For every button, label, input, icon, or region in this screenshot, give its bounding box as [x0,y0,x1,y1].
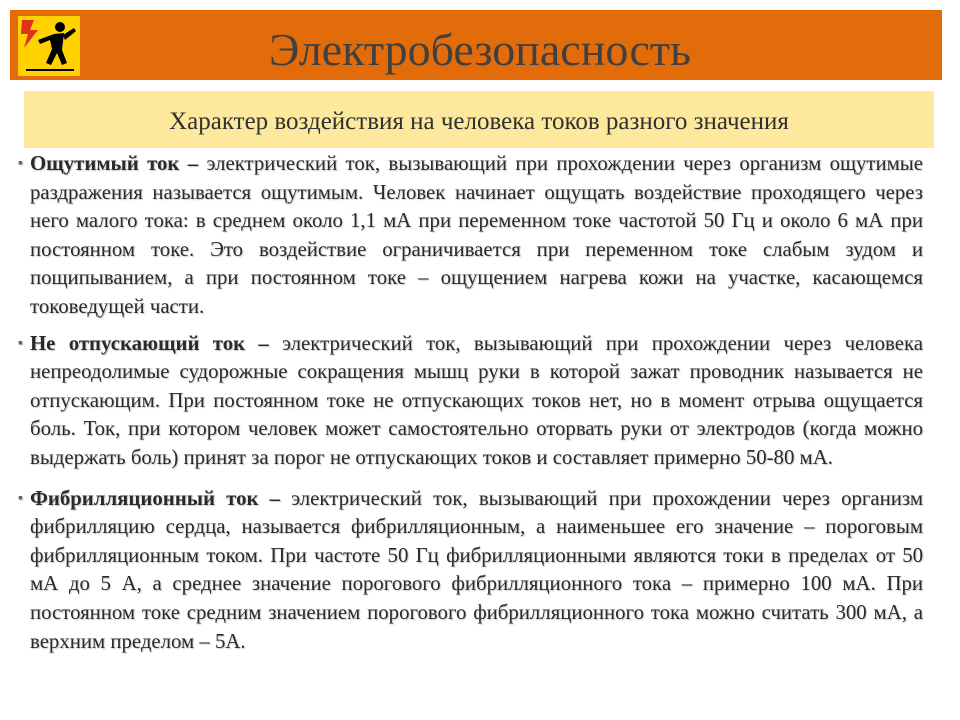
subtitle: Характер воздействия на человека токов разного значения [169,108,789,135]
term-label: Не отпускающий ток – [30,331,269,355]
content-body [18,150,923,656]
bullet-icon: ▪ [18,490,23,506]
paragraph-non-releasing-current [18,330,923,473]
paragraph-text: электрический ток, вызывающий при прохождении через организм ощутимые раздражения называется ощутимым. Человек начинает ощущать воздействие проходящего через него малого тока: в среднем около 1,1 мА при переменном токе частотой 50 Гц и около 6 мА при постоянном токе. Это воздействие ограничивается при переменном токе слабым зудом и пощипыванием, а при постоянном токе – ощущением нагрева кожи на участке, касающемся токоведущей части. [30,152,923,318]
bullet-icon: ▪ [18,156,23,171]
paragraph-text: электрический ток, вызывающий при прохождении через организм фибрилляцию сердца, называется фибрилляционным, а наименьшее его значение – пороговым фибрилляционным током. При частоте 50 Гц фибрилляционными являются токи в пределах от 50 мА до 5 А, а среднее значение порогового фибрилляционного тока – примерно 100 мА. При постоянном токе средним значением порогового фибрилляционного тока можно считать 300 мА, а верхним пределом – 5А. [30,486,923,653]
paragraph-fibrillation-current [18,485,923,657]
term-label: Фибрилляционный ток – [30,486,281,510]
bullet-icon: ▪ [18,335,23,351]
page-title: Электробезопасность [269,24,691,75]
paragraph-perceptible-current [18,150,923,322]
term-label: Ощутимый ток – [30,152,199,175]
paragraph-text: электрический ток, вызывающий при прохождении через человека непреодолимые судорожные сокращения мышц руки в которой зажат проводник называется не отпускающим. При постоянном токе не отпускающих токов нет, но в момент отрыва ощущается боль. Ток, при котором человек может самостоятельно оторвать руки от электродов (когда можно выдержать боль) принят за порог не отпускающих токов и составляет примерно 50-80 мА. [30,331,923,469]
